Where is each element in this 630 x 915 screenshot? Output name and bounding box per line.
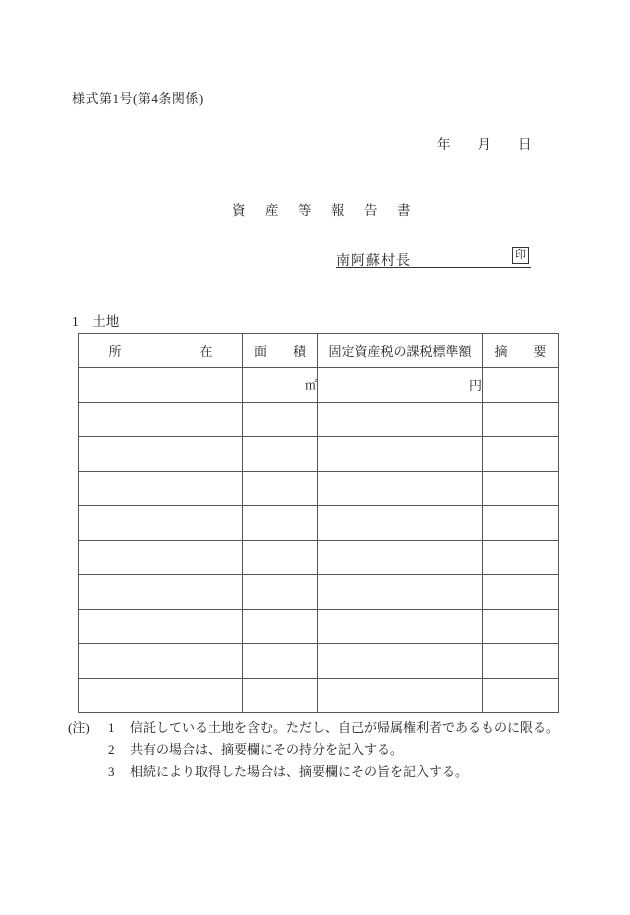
note-row: [68, 739, 559, 761]
cell-tax-base: [318, 402, 483, 437]
cell-area: [243, 678, 318, 713]
cell-location: [79, 678, 243, 713]
seal-label: 印: [515, 249, 526, 261]
cell-area: [243, 437, 318, 472]
section-label-land: 1 土地: [72, 314, 120, 329]
note-row: [68, 761, 559, 783]
cell-location: [79, 609, 243, 644]
cell-remarks: [483, 437, 559, 472]
cell-tax-base: [318, 609, 483, 644]
cell-area: ㎡: [243, 368, 318, 403]
cell-area: [243, 471, 318, 506]
cell-tax-base: [318, 437, 483, 472]
note-text: 共有の場合は、摘要欄にその持分を記入する。: [130, 742, 404, 757]
cell-area: [243, 506, 318, 541]
cell-area: [243, 540, 318, 575]
header-remarks: 摘 要: [483, 334, 559, 368]
cell-remarks: [483, 609, 559, 644]
cell-remarks: [483, 402, 559, 437]
cell-remarks: [483, 506, 559, 541]
note-number: 3: [108, 764, 115, 779]
cell-location: [79, 437, 243, 472]
cell-location: [79, 368, 243, 403]
cell-location: [79, 644, 243, 679]
form-number: 様式第1号(第4条関係): [72, 91, 204, 106]
cell-area: [243, 575, 318, 610]
cell-location: [79, 575, 243, 610]
cell-remarks: [483, 678, 559, 713]
table-row: [79, 609, 559, 644]
header-area: 面 積: [243, 334, 318, 368]
cell-location: [79, 506, 243, 541]
cell-location: [79, 402, 243, 437]
cell-tax-base: [318, 506, 483, 541]
note-text: 信託している土地を含む。ただし、自己が帰属権利者であるものに限る。: [130, 720, 560, 735]
addressee-name: 南阿蘇村長: [336, 254, 411, 269]
notes: [68, 717, 559, 783]
table-row: [79, 506, 559, 541]
table-row: [79, 368, 559, 403]
table-row: [79, 471, 559, 506]
cell-remarks: [483, 471, 559, 506]
table-row: [79, 678, 559, 713]
cell-tax-base: [318, 540, 483, 575]
table-row: [79, 644, 559, 679]
cell-area: [243, 402, 318, 437]
note-row: [68, 717, 559, 739]
cell-remarks: [483, 368, 559, 403]
cell-location: [79, 540, 243, 575]
table-row: [79, 575, 559, 610]
header-tax-base: 固定資産税の課税標準額: [318, 334, 483, 368]
cell-area: [243, 609, 318, 644]
header-location: 所 在: [79, 334, 243, 368]
note-number: 1: [108, 720, 115, 735]
cell-tax-base: [318, 471, 483, 506]
cell-tax-base: [318, 575, 483, 610]
signature-line: [336, 267, 531, 268]
seal-box: [512, 247, 529, 264]
table-row: [79, 402, 559, 437]
land-table: [78, 333, 559, 713]
cell-remarks: [483, 644, 559, 679]
cell-tax-base: [318, 678, 483, 713]
cell-remarks: [483, 540, 559, 575]
table-header-row: [79, 334, 559, 368]
note-text: 相続により取得した場合は、摘要欄にその旨を記入する。: [130, 764, 469, 779]
table-row: [79, 540, 559, 575]
land-table-body: [79, 368, 559, 713]
cell-tax-base: 円: [318, 368, 483, 403]
page-title: 資 産 等 報 告 書: [232, 203, 414, 218]
cell-area: [243, 644, 318, 679]
note-label: (注): [68, 720, 90, 735]
cell-remarks: [483, 575, 559, 610]
date-line: 年 月 日: [437, 137, 532, 152]
cell-tax-base: [318, 644, 483, 679]
note-number: 2: [108, 742, 115, 757]
table-row: [79, 437, 559, 472]
cell-location: [79, 471, 243, 506]
